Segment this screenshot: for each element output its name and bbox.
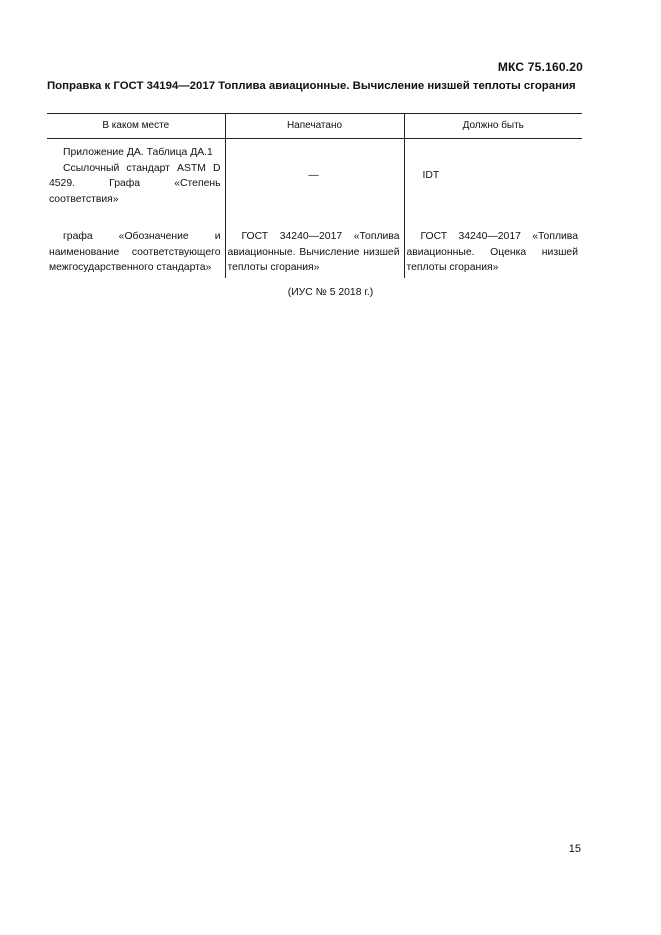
column-header-place: В каком месте — [47, 114, 225, 139]
cell-should-be — [404, 229, 582, 278]
ius-reference: (ИУС № 5 2018 г.) — [287, 287, 374, 298]
document-title: Поправка к ГОСТ 34194—2017 Топлива авиационные. Вычисление низшей теплоты сгорания — [47, 80, 576, 92]
place-reference-standard: Ссылочный стандарт ASTM D 4529. Графа «Степень соответствия» — [49, 162, 221, 205]
place-text: графа «Обозначение и наименование соответствующего межгосударственного стандарта» — [49, 231, 221, 273]
cell-printed — [225, 229, 404, 278]
table-row — [47, 229, 582, 278]
column-header-printed: Напечатано — [225, 114, 404, 139]
classification-code: МКС 75.160.20 — [497, 60, 583, 74]
cell-place — [47, 229, 225, 278]
should-be-text: ГОСТ 34240—2017 «Топлива авиационные. Оценка низшей теплоты сгорания» — [406, 231, 578, 273]
table-header-row — [47, 114, 582, 139]
page-number: 15 — [568, 843, 581, 855]
place-reference-appendix: Приложение ДА. Таблица ДА.1 — [63, 147, 213, 158]
table-row — [47, 139, 582, 230]
cell-should-be: IDT — [404, 139, 582, 230]
cell-printed: — — [225, 139, 404, 230]
column-header-should-be: Должно быть — [404, 114, 582, 139]
printed-text: ГОСТ 34240—2017 «Топлива авиационные. Вычисление низшей теплоты сгорания» — [227, 231, 400, 273]
cell-place — [47, 139, 225, 230]
amendment-table — [47, 113, 582, 278]
